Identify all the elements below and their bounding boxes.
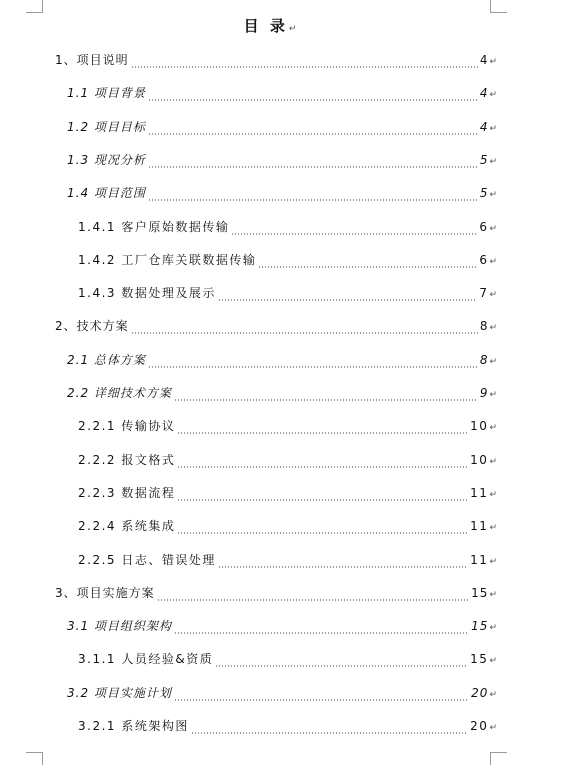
toc-entry[interactable]	[78, 650, 497, 668]
paragraph-mark-icon: ↵	[489, 224, 497, 234]
toc-entry[interactable]	[78, 251, 497, 269]
toc-entry[interactable]	[67, 617, 497, 635]
toc-entry[interactable]	[78, 484, 497, 502]
toc-entry-label: 2.1 总体方案	[67, 353, 146, 367]
dot-leader	[191, 732, 468, 734]
toc-entry[interactable]	[67, 684, 497, 702]
dot-leader	[177, 466, 468, 468]
dot-leader	[148, 199, 478, 201]
dot-leader	[218, 566, 468, 568]
paragraph-mark-icon: ↵	[489, 190, 497, 200]
toc-entry-label: 3.1 项目组织架构	[67, 619, 172, 633]
toc-entry-page-number: 4	[479, 120, 489, 134]
paragraph-mark-icon: ↵	[489, 656, 497, 666]
dot-leader	[131, 332, 478, 334]
dot-leader	[258, 266, 477, 268]
toc-entry-page-number: 11	[470, 553, 489, 567]
dot-leader	[174, 632, 469, 634]
toc-entry-label: 1.4.2 工厂仓库关联数据传输	[78, 253, 257, 267]
toc-entry-page-number: 20	[470, 719, 489, 733]
dot-leader	[177, 432, 468, 434]
paragraph-mark-icon: ↵	[489, 690, 497, 700]
toc-entry-label: 1.2 项目目标	[67, 120, 146, 134]
dot-leader	[215, 665, 468, 667]
dot-leader	[177, 499, 468, 501]
toc-entry-page-number: 10	[470, 453, 489, 467]
toc-entry-label: 3、项目实施方案	[55, 586, 155, 600]
paragraph-mark-icon: ↵	[489, 523, 497, 533]
dot-leader	[157, 599, 470, 601]
crop-mark-bottom-right	[490, 752, 507, 765]
toc-entry-page-number: 11	[470, 519, 489, 533]
toc-entry-label: 1.1 项目背景	[67, 86, 146, 100]
toc-entry-label: 3.1.1 人员经验&资质	[78, 652, 214, 666]
dot-leader	[231, 233, 477, 235]
paragraph-mark-icon: ↵	[489, 623, 497, 633]
toc-entry[interactable]	[55, 317, 497, 335]
dot-leader	[131, 66, 478, 68]
toc-entry-label: 2.2.4 系统集成	[78, 519, 176, 533]
paragraph-mark-icon: ↵	[489, 423, 497, 433]
dot-leader	[177, 532, 468, 534]
crop-mark-top-left	[26, 0, 43, 13]
toc-entry-page-number: 6	[479, 220, 489, 234]
toc-entry-label: 2.2.2 报文格式	[78, 453, 176, 467]
toc-entry-label: 2.2 详细技术方案	[67, 386, 172, 400]
toc-entry[interactable]	[78, 517, 497, 535]
toc-entry-label: 2、技术方案	[55, 319, 129, 333]
toc-entry-page-number: 6	[479, 253, 489, 267]
toc-entry-page-number: 7	[479, 286, 489, 300]
dot-leader	[148, 166, 478, 168]
toc-entry-page-number: 20	[471, 686, 489, 700]
dot-leader	[148, 99, 478, 101]
paragraph-mark-icon: ↵	[489, 557, 497, 567]
toc-entry[interactable]	[55, 584, 497, 602]
paragraph-mark-icon: ↵	[489, 257, 497, 267]
paragraph-mark-icon: ↵	[489, 124, 497, 134]
toc-entry[interactable]	[67, 184, 497, 202]
crop-mark-bottom-left	[26, 752, 43, 765]
toc-entry-page-number: 4	[479, 53, 489, 67]
paragraph-mark-icon: ↵	[489, 323, 497, 333]
paragraph-mark-icon: ↵	[489, 590, 497, 600]
toc-entry[interactable]	[78, 284, 497, 302]
paragraph-mark-icon: ↵	[489, 357, 497, 367]
dot-leader	[148, 133, 478, 135]
toc-entry-label: 1.4.3 数据处理及展示	[78, 286, 216, 300]
toc-entry-page-number: 10	[470, 419, 489, 433]
dot-leader	[174, 699, 469, 701]
dot-leader	[148, 366, 478, 368]
toc-entry-label: 2.2.5 日志、错误处理	[78, 553, 216, 567]
toc-entry[interactable]	[67, 118, 497, 136]
toc-entry-label: 1.4 项目范围	[67, 186, 146, 200]
toc-entry[interactable]	[67, 351, 497, 369]
toc-entry[interactable]	[55, 51, 497, 69]
toc-entry[interactable]	[78, 551, 497, 569]
toc-entry[interactable]	[67, 151, 497, 169]
dot-leader	[174, 399, 478, 401]
toc-entry-label: 3.2 项目实施计划	[67, 686, 172, 700]
toc-entry-page-number: 8	[479, 353, 489, 367]
toc-entry[interactable]	[78, 417, 497, 435]
toc-entry-page-number: 11	[470, 486, 489, 500]
toc-entry-label: 1.3 现况分析	[67, 153, 146, 167]
toc-entry-label: 3.2.1 系统架构图	[78, 719, 189, 733]
toc-entry-label: 2.2.1 传输协议	[78, 419, 176, 433]
toc-entry-page-number: 8	[479, 319, 489, 333]
toc-entry-page-number: 15	[471, 619, 489, 633]
paragraph-mark-icon: ↵	[489, 290, 497, 300]
paragraph-mark-icon: ↵	[489, 90, 497, 100]
paragraph-mark-icon: ↵	[489, 490, 497, 500]
paragraph-mark-icon: ↵	[489, 157, 497, 167]
toc-title	[0, 15, 540, 36]
paragraph-mark-icon: ↵	[489, 457, 497, 467]
toc-entry-label: 1.4.1 客户原始数据传输	[78, 220, 230, 234]
toc-entry-label: 1、项目说明	[55, 53, 129, 67]
toc-entry-page-number: 9	[479, 386, 489, 400]
paragraph-mark-icon: ↵	[489, 723, 497, 733]
paragraph-mark-icon: ↵	[489, 390, 497, 400]
toc-entry-page-number: 5	[479, 153, 489, 167]
toc-entry-label: 2.2.3 数据流程	[78, 486, 176, 500]
crop-mark-top-right	[490, 0, 507, 13]
toc-entry[interactable]	[67, 384, 497, 402]
toc-entry[interactable]	[78, 451, 497, 469]
paragraph-mark-icon: ↵	[489, 57, 497, 67]
toc-entry[interactable]	[78, 717, 497, 735]
paragraph-mark-icon: ↵	[288, 24, 297, 34]
toc-entry[interactable]	[78, 218, 497, 236]
toc-entry-page-number: 5	[479, 186, 489, 200]
dot-leader	[218, 299, 477, 301]
toc-entry-page-number: 15	[470, 652, 489, 666]
toc-title-text: 目 录	[243, 17, 288, 35]
toc-entry-page-number: 15	[471, 586, 489, 600]
toc-entry-page-number: 4	[479, 86, 489, 100]
toc-entry[interactable]	[67, 84, 497, 102]
